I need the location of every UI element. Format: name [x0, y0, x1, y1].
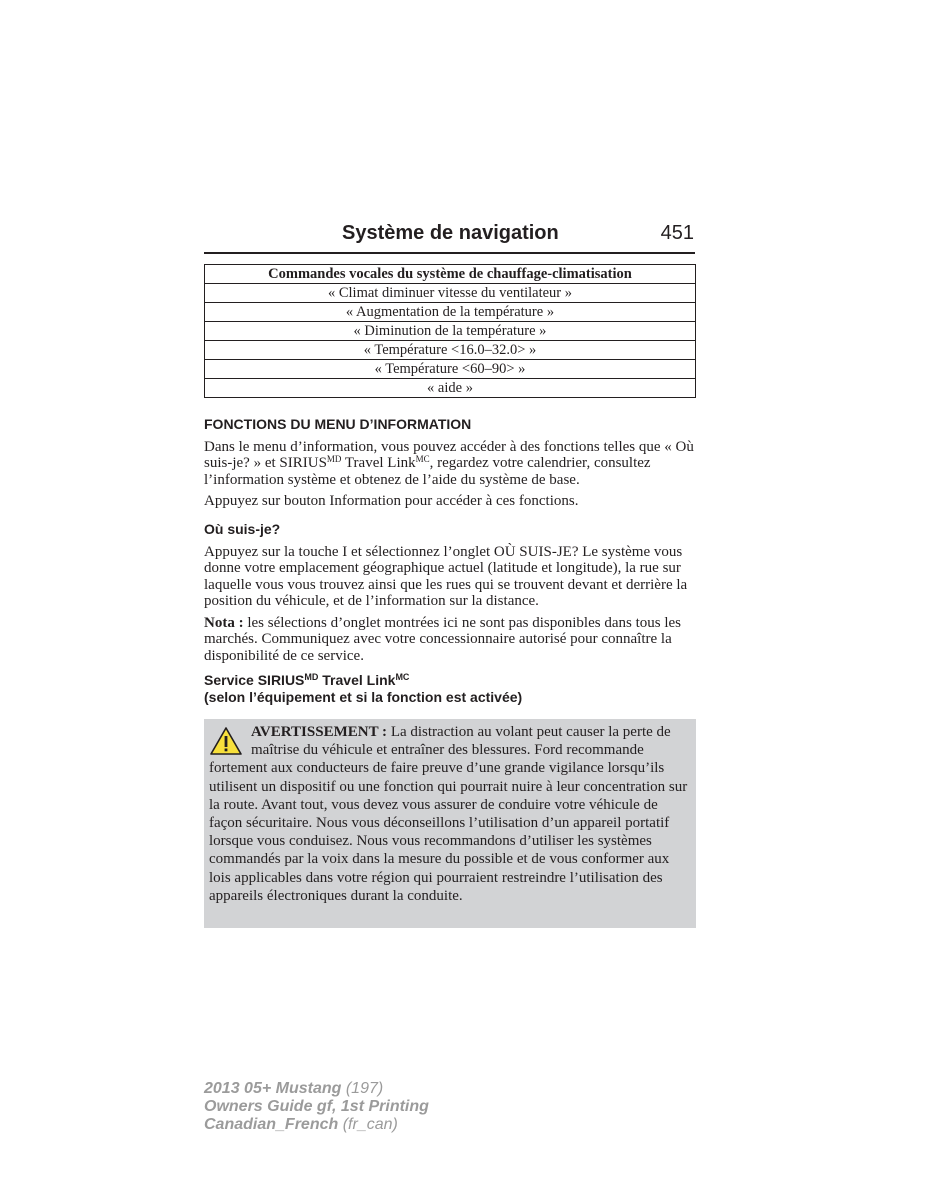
footer-line: Owners Guide gf, 1st Printing [204, 1098, 429, 1115]
paragraph: Dans le menu d’information, vous pouvez accéder à des fonctions telles que « Où suis-je? » et $SIRIUS^{MD}$ Travel Link$^{MC}$, regardez votre calendrier, consultez l’information système et obtenez de l’aide du système de base. [204, 438, 694, 488]
paragraph: Appuyez sur bouton Information pour accéder à ces fonctions. [204, 493, 579, 509]
warning-box [204, 719, 696, 928]
page-footer [204, 1080, 429, 1134]
travel-link-section [204, 672, 696, 705]
footer-line: Canadian_French (fr_can) [204, 1116, 398, 1133]
table-row: « Climat diminuer vitesse du ventilateur » [205, 284, 696, 303]
table-row: « Température <60–90> » [205, 360, 696, 379]
page-title: Système de navigation [342, 222, 559, 244]
section-heading: Service $SIRIUS^{MD}$ Travel Link$^{MC}$ [204, 672, 410, 688]
note-paragraph: Nota : les sélections d’onglet montrées ici ne sont pas disponibles dans tous les marchés. Communiquez avec votre concessionnaire autorisé pour connaître la disponibilité de ce service. [204, 614, 682, 664]
note-label: Nota : [204, 614, 244, 631]
page-number: 451 [660, 222, 694, 244]
page-header [204, 222, 695, 254]
table-row: « Augmentation de la température » [205, 303, 696, 322]
table-heading: Commandes vocales du système de chauffage-climatisation [205, 265, 696, 284]
table-row: « Diminution de la température » [205, 322, 696, 341]
table-row: « aide » [205, 379, 696, 398]
information-menu-section [204, 416, 696, 510]
section-subheading: (selon l’équipement et si la fonction est activée) [204, 688, 523, 705]
paragraph: Appuyez sur la touche I et sélectionnez l’onglet OÙ SUIS-JE? Le système vous donne votre emplacement géographique actuel (latitude et longitude), la rue sur laquelle vous vous trouvez ainsi que les rues qui se trouvent devant et derrière la position du véhicule, et de l’information sur la distance. [204, 543, 688, 609]
section-heading: FONCTIONS DU MENU D’INFORMATION [204, 416, 472, 432]
warning-text: AVERTISSEMENT : La distraction au volant peut causer la perte de maîtrise du véhicule et entraîner des blessures. Ford recommande fortement aux conducteurs de faire preuve d’une grande vigilance lorsqu’ils utilisent un dispositif ou une fonction qui pourrait nuire à leur concentration sur la route. Avant tout, vous devez vous assurer de conduire votre véhicule de façon sécuritaire. Nous vous déconseillons l’utilisation d’un appareil portatif lorsque vous conduisez. Nous vous recommandons d’utiliser les systèmes commandés par la voix dans la mesure du possible et de vous conformer aux lois applicables dans votre région qui pourraient restreindre l’utilisation des appareils électroniques durant la conduite. [209, 724, 688, 904]
footer-line: 2013 05+ Mustang (197) [204, 1080, 384, 1097]
where-am-i-section [204, 521, 696, 664]
section-heading: Où suis-je? [204, 521, 281, 537]
voice-commands-table [204, 264, 696, 398]
warning-label: AVERTISSEMENT : [251, 724, 388, 740]
table-row: « Température <16.0–32.0> » [205, 341, 696, 360]
